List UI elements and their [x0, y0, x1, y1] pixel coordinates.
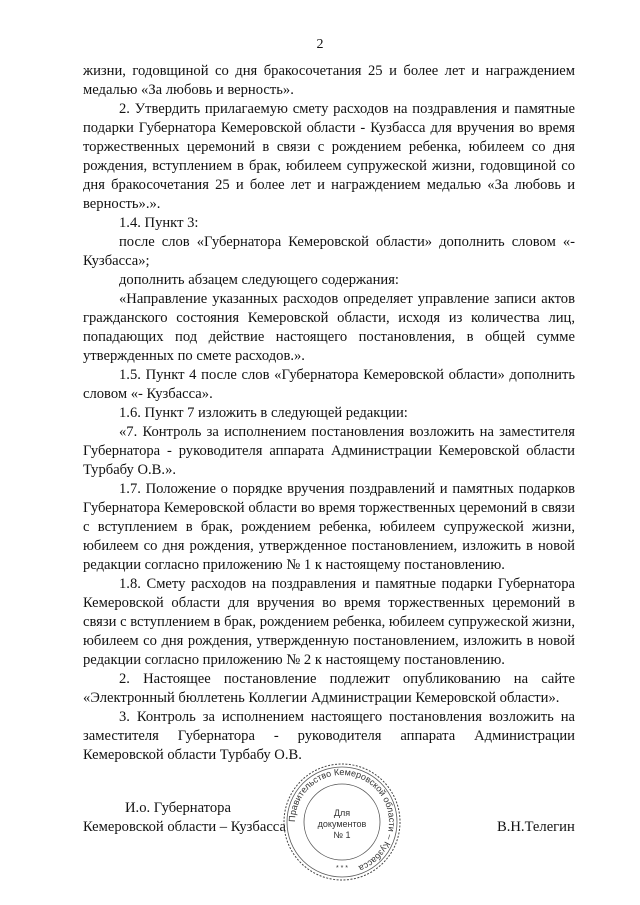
- seal-line3: № 1: [333, 830, 351, 840]
- paragraph: 3. Контроль за исполнением настоящего постановления возложить на заместителя Губернатора - руководителя аппарата Администрации Кемеровской области Турбабу О.В.: [83, 709, 575, 763]
- paragraph: дополнить абзацем следующего содержания:: [119, 272, 399, 288]
- paragraph: жизни, годовщиной со дня бракосочетания 25 и более лет и награждением медалью «За любовь и верность».: [83, 63, 575, 98]
- seal-line2: документов: [317, 819, 367, 829]
- paragraph: 1.5. Пункт 4 после слов «Губернатора Кемеровской области» дополнить словом «- Кузбасса».: [83, 367, 575, 402]
- document-body: [83, 62, 575, 765]
- paragraph: 1.6. Пункт 7 изложить в следующей редакции:: [119, 405, 408, 421]
- seal-stars: * * *: [335, 865, 349, 872]
- paragraph: 1.7. Положение о порядке вручения поздравлений и памятных подарков Губернатора Кемеровской области во время торжественных церемоний в связи с вступлением в брак, рождением ребенка, юбилеем супружеской жизни, юбилеем со дня рождения, утвержденное постановлением, изложить в новой редакции согласно приложению № 1 к настоящему постановлению.: [83, 481, 575, 573]
- paragraph: 2. Настоящее постановление подлежит опубликованию на сайте «Электронный бюллетень Коллегии Администрации Кемеровской области».: [83, 671, 575, 706]
- official-seal-stamp: [280, 760, 404, 884]
- paragraph: «7. Контроль за исполнением постановления возложить на заместителя Губернатора - руководителя аппарата Администрации Кемеровской области Турбабу О.В.».: [83, 424, 575, 478]
- seal-line1: Для: [333, 808, 351, 818]
- seal-ring-text: Правительство Кемеровской области – Кузбасса: [286, 766, 398, 874]
- paragraph: «Направление указанных расходов определяет управление записи актов гражданского состояния Кемеровской области, исходя из количества лиц, попадающих под действие настоящего постановления, в общей сумме утвержденных по смете расходов.».: [83, 291, 575, 364]
- paragraph: после слов «Губернатора Кемеровской области» дополнить словом «- Кузбасса»;: [83, 234, 575, 269]
- signatory-title: [83, 799, 286, 837]
- paragraph: 1.8. Смету расходов на поздравления и памятные подарки Губернатора Кемеровской области для вручения во время торжественных церемоний в связи с вступлением в брак, рождением ребенка, юбилеем супружеской жизни, юбилеем со дня рождения, утвержденную постановлением, изложить в новой редакции согласно приложению № 2 к настоящему постановлению.: [83, 576, 575, 668]
- page-number: 2: [316, 37, 324, 52]
- signatory-title-line1: И.о. Губернатора: [125, 800, 231, 816]
- signatory-name: В.Н.Телегин: [497, 819, 575, 835]
- paragraph: 1.4. Пункт 3:: [119, 215, 199, 231]
- paragraph: 2. Утвердить прилагаемую смету расходов на поздравления и памятные подарки Губернатора Кемеровской области - Кузбасса для вручения во время торжественных церемоний в связи с рождением ребенка, юбилеем со дня рождения, вступлением в брак, юбилеем супружеской жизни, годовщиной со дня бракосочетания 25 и более лет и награждением медалью «За любовь и верность».».: [83, 101, 575, 212]
- signatory-title-line2: Кемеровской области – Кузбасса: [83, 819, 286, 835]
